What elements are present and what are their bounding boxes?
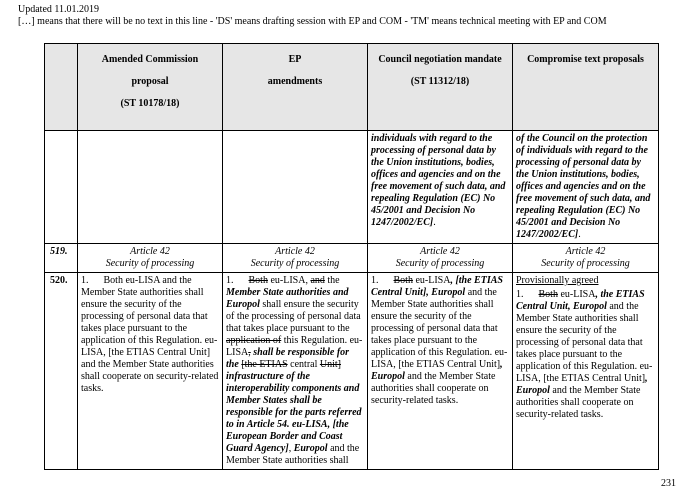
commission-cell: Article 42 Security of processing: [78, 244, 223, 273]
row-number: 520.: [45, 273, 78, 470]
ep-cell: [223, 131, 368, 244]
row-number: 519.: [45, 244, 78, 273]
four-column-table: [44, 43, 659, 470]
compromise-cell: Article 42 Security of processing: [513, 244, 659, 273]
legend-line: […] means that there will be no text in this line - 'DS' means drafting session with EP and COM - 'TM' means technical meeting with EP and COM: [18, 16, 607, 27]
num-column-header: [45, 44, 78, 131]
table-row: [45, 244, 659, 273]
commission-cell: 1. Both eu-LISA and the Member State authorities shall ensure the security of the processing of personal data that takes place pursuant to the application of this Regulation. eu-LISA, [the ETIAS Central Unit] and the Member State authorities shall cooperate on security-related tasks.: [78, 273, 223, 470]
commission-column-header: Amended Commission proposal (ST 10178/18): [78, 44, 223, 131]
commission-cell: [78, 131, 223, 244]
council-cell: individuals with regard to the processing of personal data by the Union institutions, bodies, offices and agencies and on the free movement of such data, and repealing Regulation (EC) No 45/2001 and Decision No 1247/2002/EC].: [368, 131, 513, 244]
table-row: [45, 131, 659, 244]
ep-cell: Article 42 Security of processing: [223, 244, 368, 273]
council-column-header: Council negotiation mandate (ST 11312/18): [368, 44, 513, 131]
page-number: 231: [661, 478, 676, 489]
council-cell: 1. Both eu-LISA, [the ETIAS Central Unit], Europol and the Member State authorities shall ensure the security of the processing of personal data that takes place pursuant to the application of this Regulation. eu-LISA, [the ETIAS Central Unit], Europol and the Member State authorities shall cooperate on security-related tasks.: [368, 273, 513, 470]
updated-date: Updated 11.01.2019: [18, 4, 100, 15]
council-cell: Article 42 Security of processing: [368, 244, 513, 273]
compromise-cell: Provisionally agreed 1. Both eu-LISA, the ETIAS Central Unit, Europol and the Member State authorities shall ensure the security of the processing of personal data that takes place pursuant to the application of this Regulation. eu-LISA, [the ETIAS Central Unit], Europol and the Member State authorities shall cooperate on security-related tasks.: [513, 273, 659, 470]
table-header-row: [45, 44, 659, 131]
num-cell: [45, 131, 78, 244]
document-header: [18, 4, 607, 28]
compromise-cell: of the Council on the protection of individuals with regard to the processing of personal data by the Union institutions, bodies, offices and agencies and on the free movement of such data, and repealing Regulation (EC) No 45/2001 and Decision No 1247/2002/EC].: [513, 131, 659, 244]
provisionally-agreed-label: Provisionally agreed: [516, 275, 599, 286]
ep-column-header: EP amendments: [223, 44, 368, 131]
table-row: [45, 273, 659, 470]
compromise-column-header: Compromise text proposals: [513, 44, 659, 131]
ep-cell: 1. Both eu-LISA, and the Member State authorities and Europol shall ensure the security of the processing of personal data that takes place pursuant to the application of this Regulation. eu-LISA, shall be responsible for the [the ETIAS central Unit] infrastructure of the interoperability components and Member States shall be responsible for the parts referred to in Article 54. eu-LISA, [the European Border and Coast Guard Agency], Europol and the Member State authorities shall: [223, 273, 368, 470]
